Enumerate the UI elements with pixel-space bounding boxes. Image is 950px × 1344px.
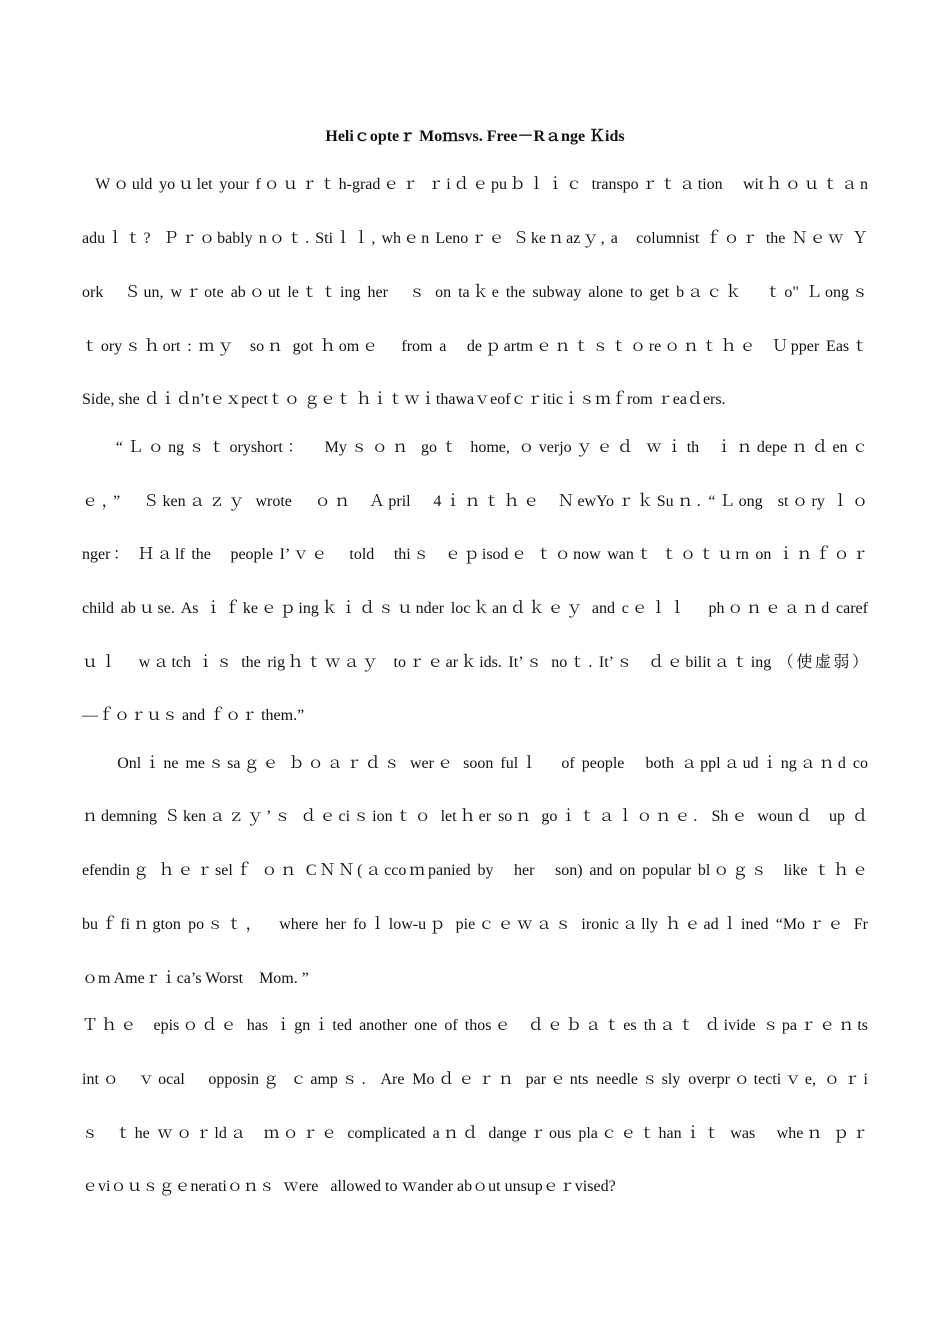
text-line: ｓ ｔhe ｗｏｒldａ ｍｏｒｅ complicated aｎｄ dangeｒous plaｃｅｔhanｉｔ was wheｎ ｐｒ xyxy=(82,1125,868,1142)
text-line: Wｏuld yoｕlet your fｏｕｒｔh-gradｅｒ ｒiｄｅpuｂｌｉｃ transpoｒｔａtion witｈｏｕｔａn xyxy=(82,176,868,193)
text-line: aduｌｔ? Ｐｒｏbably nｏｔ. Stiｌｌ, whｅn Lenoｒｅ Ｓkeｎazｙ, a columnist ｆｏｒ the Ｎｅｗ Ｙ xyxy=(82,230,868,247)
text-line: intｏ ｖocal opposinｇ ｃampｓ. Are Moｄｅｒｎ parｅnts needleｓsly overprｏtectiｖe, ｏｒi xyxy=(82,1071,868,1088)
text-line: ｅviｏｕｓｇｅneratiｏｎｓ ｗere allowed to ｗander abｏut unsupｅｒvised? xyxy=(82,1178,616,1195)
text-line: ｏm Ameｒｉca’s Worst Mom. ” xyxy=(82,970,309,987)
text-line: Side, she ｄｉｄn’tｅｘpectｔｏ ｇｅｔ ｈｉｔｗｉthawaｖeofｃｒiticｉｓｍｆrom ｒeaｄers. xyxy=(82,391,726,408)
text-line: child abｕse. As ｉｆkeｅｐingｋｉｄｓｕnder locｋanｄｋｅｙ and cｅｌｌ phｏｎｅａｎd caref xyxy=(82,600,868,617)
text-line: buｆfiｎgton poｓｔ， where her foｌlow-uｐ pieｃｅｗａｓ ironicａlly ｈｅadｌined “Moｒｅ Fr xyxy=(82,916,868,933)
text-line: —ｆｏｒｕｓ and ｆｏｒ them.” xyxy=(82,707,305,724)
text-line: ork Ｓun, wｒote abｏut leｔｔing her ｓ on taｋe the subway alone to get bａｃｋ ｔo" Ｌongｓ xyxy=(82,284,868,301)
text-line: nger： Ｈａlf the people I’ｖｅ told thiｓ ｅｐisodｅ ｔｏnow wanｔ ｔｏｔｕrn on ｉｎｆｏｒ xyxy=(82,546,868,563)
text-line: “Ｌｏngｓｔoryshort： Myｓｏｎ goｔ home, ｏverjoｙｅｄ ｗｉth ｉｎdepeｎｄenｃ xyxy=(82,439,868,456)
text-line: ｕｌ wａtch ｉｓ the rigｈｔｗａｙ toｒｅarｋids. It’ｓ noｔ. It’ｓ ｄｅbilitａｔing （使虚弱） xyxy=(82,654,868,671)
document-title: Heliｃopteｒ Moｍsvs. Free－Rａnge Ｋids xyxy=(325,128,625,145)
text-line: ｅ，” Ｓkenａｚｙ wrote ｏｎ Ａpril 4ｉｎｔｈｅ ＮewYoｒｋSuｎ. “Ｌong stｏry ｌｏ xyxy=(82,493,868,510)
text-line: Ｔｈｅ episｏｄｅ has ｉgnｉted another one of thosｅ ｄｅｂａｔes thａｔ ｄivide ｓpaｒｅｎts xyxy=(82,1017,868,1034)
text-line: ｎdemning Ｓkenａｚｙ’ｓ ｄｅciｓionｔｏ letｈer soｎ goｉｔａｌｏｎｅ. Shｅ wounｄ up ｄ xyxy=(82,808,868,825)
text-line: Onlｉne meｓsaｇｅ ｂｏａｒｄｓ werｅ soon fulｌ of people both ａpplａudｉngａｎd co xyxy=(82,755,868,772)
text-line: efendinｇ ｈｅｒselｆ ｏｎ CＮＮ(ａccoｍpanied by her son) and on popular blｏｇｓ like ｔｈｅ xyxy=(82,862,868,879)
text-line: ｔoryｓｈort : ｍｙ soｎ got ｈomｅ from a deｐartmｅｎｔｓｔｏreｏｎｔｈｅ Ｕpper Easｔ xyxy=(82,338,868,355)
